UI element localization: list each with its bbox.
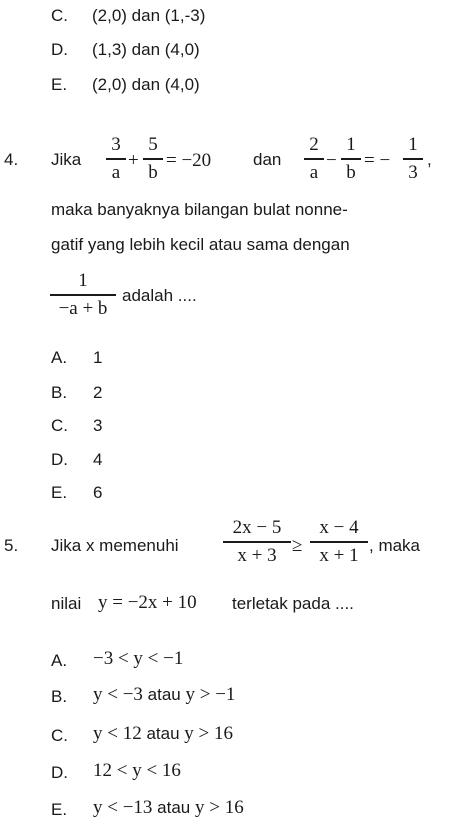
option-text: (2,0) dan (1,-3) — [92, 6, 206, 25]
option-label: B. — [51, 383, 68, 402]
option-label: E. — [51, 483, 68, 502]
question-intro: Jika — [51, 150, 82, 169]
option-label: D. — [51, 763, 68, 782]
fraction-3-over-a: 3 a — [106, 134, 126, 184]
fraction-5-over-b: 5 b — [143, 134, 163, 184]
option-label: D. — [51, 40, 68, 59]
option-text: 1 — [93, 348, 103, 367]
fraction-2x-minus-5-over-x-plus-3: 2x − 5 x + 3 — [223, 517, 291, 567]
option-label: A. — [51, 348, 68, 367]
fraction-1-over-b: 1 b — [341, 134, 361, 184]
question-text-line-1: maka banyaknya bilangan bulat nonne- — [51, 200, 348, 219]
option-label: B. — [51, 687, 68, 706]
question-text-nilai: nilai — [51, 594, 82, 613]
geq-sign: ≥ — [292, 535, 303, 556]
fraction-1-over-neg-a-plus-b: 1 −a + b — [50, 270, 116, 320]
option-text: y < −3 atau y > −1 — [93, 684, 236, 705]
option-text: 4 — [93, 450, 103, 469]
equals-minus: = − — [364, 150, 391, 171]
question-text-terletak: terletak pada .... — [232, 594, 354, 613]
minus-sign: − — [326, 150, 337, 171]
question-text-adalah: adalah .... — [122, 286, 197, 305]
option-text: (1,3) dan (4,0) — [92, 40, 200, 59]
option-label: D. — [51, 450, 68, 469]
option-label: E. — [51, 800, 68, 819]
plus-sign: + — [128, 150, 139, 171]
question-text-line-2: gatif yang lebih kecil atau sama dengan — [51, 235, 350, 254]
option-label: C. — [51, 6, 68, 25]
question-number: 4. — [4, 150, 19, 169]
option-text: y < −13 atau y > 16 — [93, 797, 244, 818]
option-text: 6 — [93, 483, 103, 502]
option-text: 12 < y < 16 — [93, 760, 181, 781]
option-text: −3 < y < −1 — [93, 648, 184, 669]
option-text: 3 — [93, 416, 103, 435]
fraction-1-over-3: 1 3 — [403, 134, 423, 184]
option-text: 2 — [93, 383, 103, 402]
option-label: E. — [51, 75, 68, 94]
equation-rhs: = −20 — [166, 150, 212, 171]
conjunction-dan: dan — [253, 150, 282, 169]
option-label: A. — [51, 651, 68, 670]
option-label: C. — [51, 416, 68, 435]
question-number: 5. — [4, 536, 19, 555]
question-intro: Jika x memenuhi — [51, 536, 179, 555]
fraction-x-minus-4-over-x-plus-1: x − 4 x + 1 — [310, 517, 368, 567]
comma: , — [427, 150, 432, 169]
option-text: (2,0) dan (4,0) — [92, 75, 200, 94]
equation-y: y = −2x + 10 — [98, 592, 197, 613]
option-label: C. — [51, 726, 68, 745]
option-text: y < 12 atau y > 16 — [93, 723, 233, 744]
fraction-2-over-a: 2 a — [304, 134, 324, 184]
question-text-maka: , maka — [369, 536, 421, 555]
